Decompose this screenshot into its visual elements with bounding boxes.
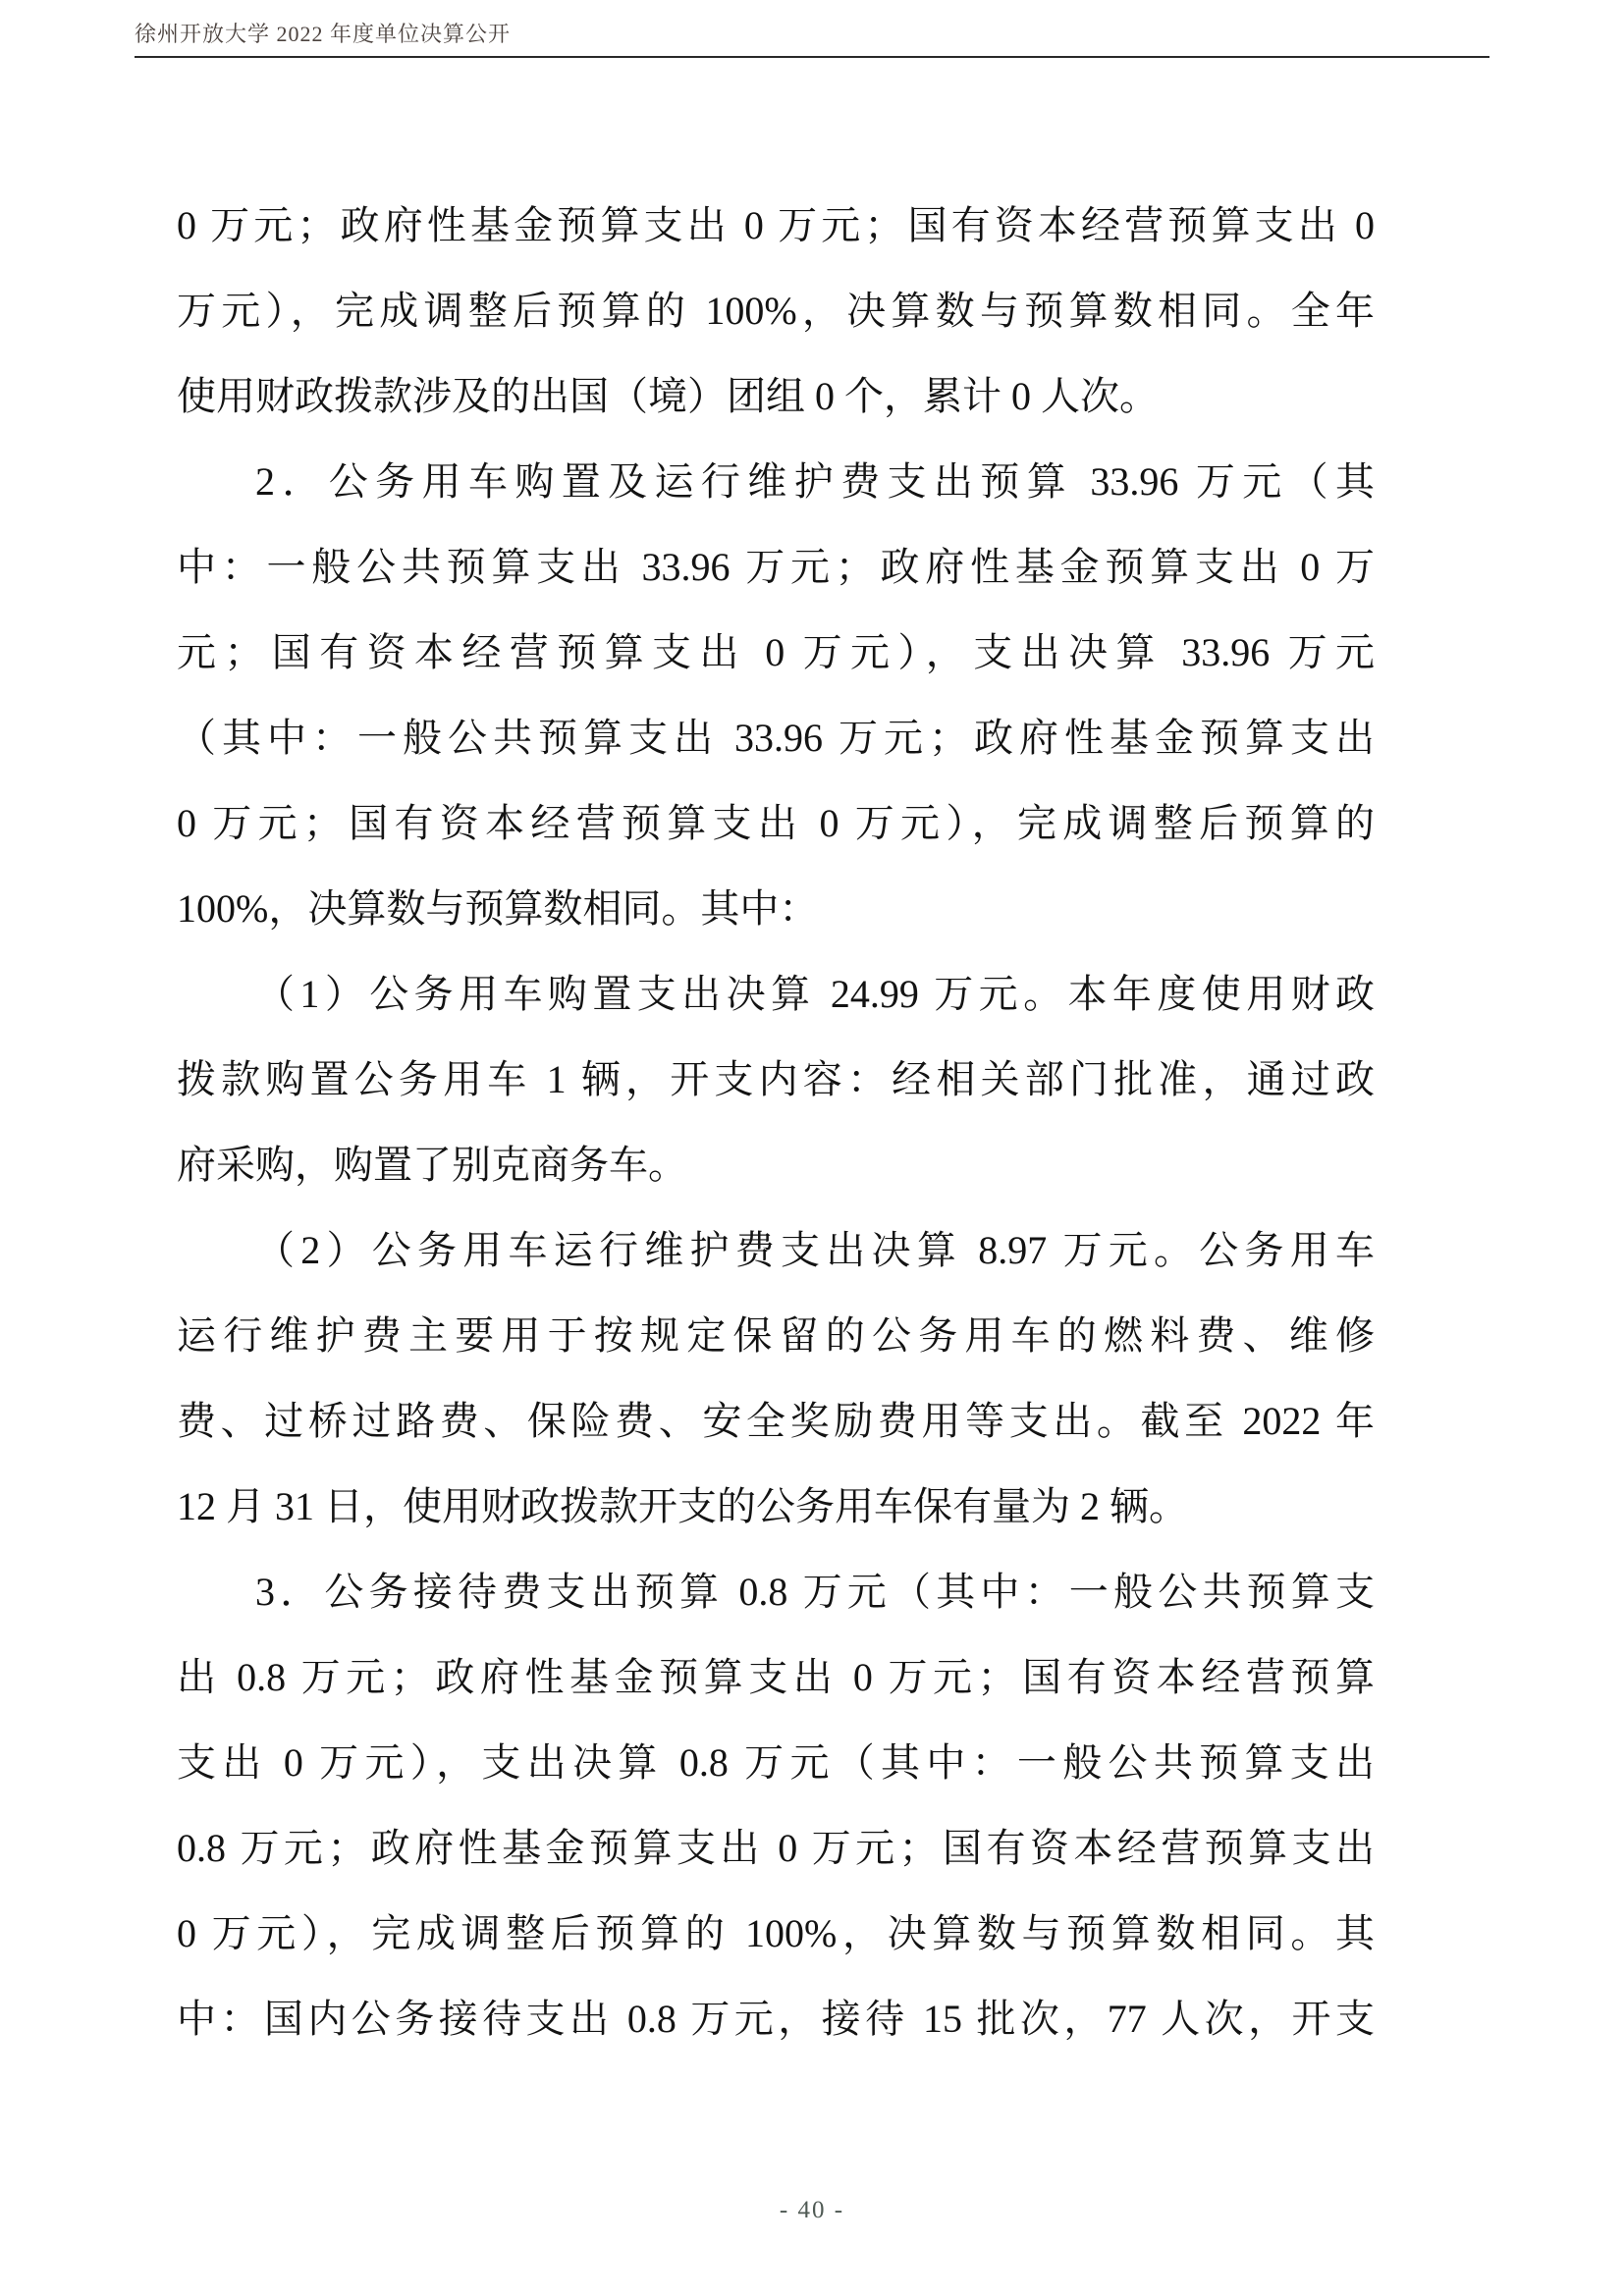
text-line: （其中：一般公共预算支出 33.96 万元；政府性基金预算支出 [177,716,1375,760]
text-line: 中：一般公共预算支出 33.96 万元；政府性基金预算支出 0 万 [177,545,1375,589]
header-rule [135,56,1489,58]
text-line: 运行维护费主要用于按规定保留的公务用车的燃料费、维修 [177,1313,1375,1358]
text-line: 使用财政拨款涉及的出国（境）团组 0 个，累计 0 人次。 [177,374,1159,418]
text-line: 府采购，购置了别克商务车。 [177,1143,687,1187]
text-line: 出 0.8 万元；政府性基金预算支出 0 万元；国有资本经营预算 [177,1655,1375,1699]
text-line: 100%，决算数与预算数相同。其中： [177,886,819,931]
text-line: 0 万元；国有资本经营预算支出 0 万元），完成调整后预算的 [177,801,1375,845]
page-header [135,22,1489,58]
text-line: 支出 0 万元），支出决算 0.8 万元（其中：一般公共预算支出 [177,1740,1375,1785]
header-title: 徐州开放大学 2022 年度单位决算公开 [135,22,512,46]
text-line: （2）公务用车运行维护费支出决算 8.97 万元。公务用车 [255,1228,1375,1272]
text-line: 2．公务用车购置及运行维护费支出预算 33.96 万元（其 [255,459,1375,504]
text-line: 3．公务接待费支出预算 0.8 万元（其中：一般公共预算支 [255,1570,1375,1614]
text-line: 拨款购置公务用车 1 辆，开支内容：经相关部门批准，通过政 [177,1057,1375,1101]
text-line: 0 万元），完成调整后预算的 100%，决算数与预算数相同。其 [177,1911,1375,1955]
page-footer [0,2197,1624,2224]
text-line: 万元），完成调整后预算的 100%，决算数与预算数相同。全年 [177,289,1375,333]
page-number: - 40 - [779,2197,845,2223]
text-line: 12 月 31 日，使用财政拨款开支的公务用车保有量为 2 辆。 [177,1484,1188,1528]
text-line: 费、过桥过路费、保险费、安全奖励费用等支出。截至 2022 年 [177,1399,1375,1443]
text-line: 0 万元；政府性基金预算支出 0 万元；国有资本经营预算支出 0 [177,203,1375,247]
text-line: 0.8 万元；政府性基金预算支出 0 万元；国有资本经营预算支出 [177,1826,1375,1870]
document-body [177,183,1375,2061]
text-line: 元；国有资本经营预算支出 0 万元），支出决算 33.96 万元 [177,630,1375,674]
text-line: 中：国内公务接待支出 0.8 万元，接待 15 批次，77 人次，开支 [177,1997,1375,2041]
text-line: （1）公务用车购置支出决算 24.99 万元。本年度使用财政 [255,972,1375,1016]
